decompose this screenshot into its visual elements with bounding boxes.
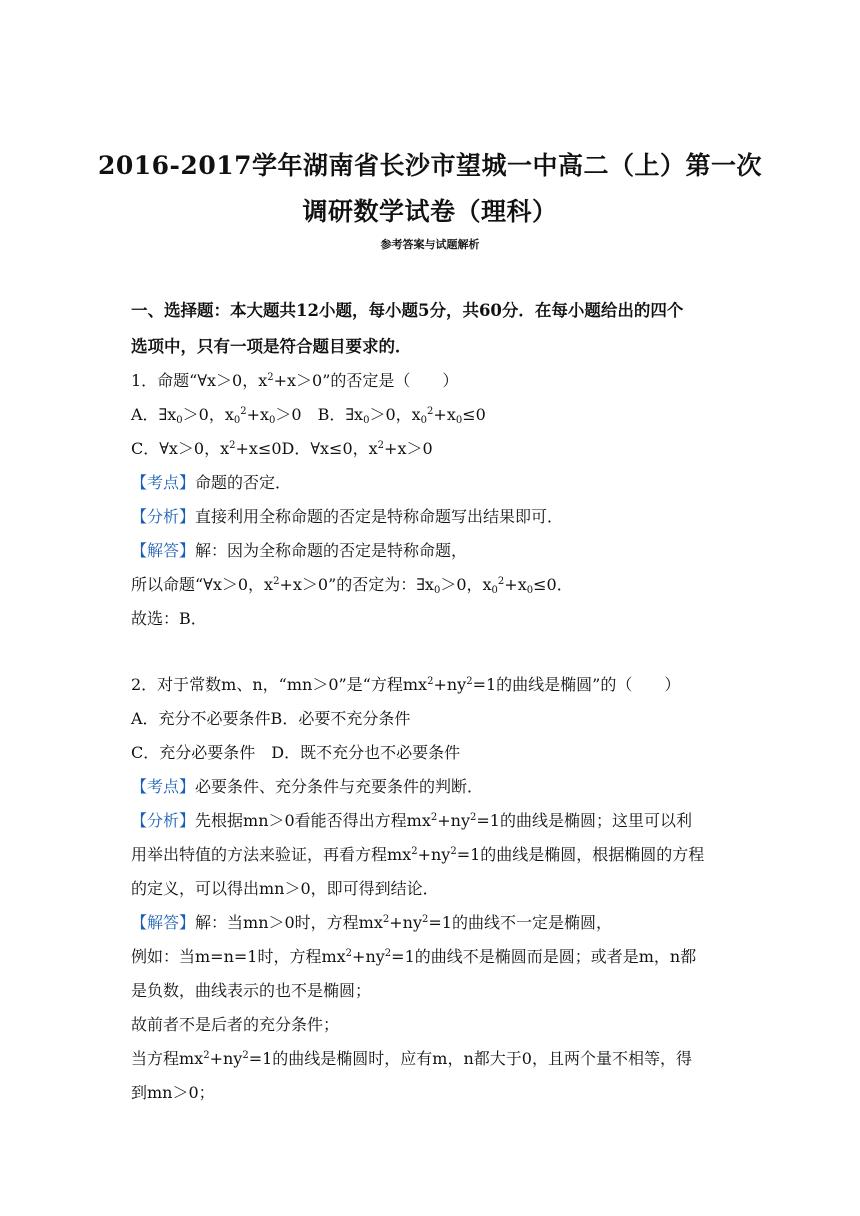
q2-example: 例如：当m=n=1时，方程$mx^2+ny^2=1$的曲线不是椭圆而是圆；或者是m，n都 [131,947,697,966]
q2-fenxi-line2: 用举出特值的方法来验证，再看方程$mx^2+ny^2=1$的曲线是椭圆，根据椭圆的方程 [131,845,705,864]
document-title-line1: 2016-2017学年湖南省长沙市望城一中高二（上）第一次 [97,151,763,180]
fenxi-tag: 【分析】 [131,811,196,830]
q1-answer: 故选：B． [131,609,207,628]
q1-stem: 1．命题“∀x＞0，$x^2+x>0$”的否定是（ ） [131,371,459,390]
q1-options-cd: C．∀x＞0，$x^2+x\le 0D$．∀x≤0，$x^2+x>0$ [131,439,433,458]
kaodian-tag: 【考点】 [131,777,196,796]
q2-conclusion1: 故前者不是后者的充分条件； [131,1015,340,1034]
section-heading-line1: 一、选择题：本大题共12小题，每小题5分，共60分．在每小题给出的四个 [131,301,684,320]
q2-fenxi: 【分析】先根据mn＞0看能否得出方程$mx^2+ny^2=1$的曲线是椭圆；这里可以利 [131,811,692,830]
q1-fenxi: 【分析】直接利用全称命题的否定是特称命题写出结果即可． [131,507,564,526]
q2-jieda: 【解答】解：当mn＞0时，方程$mx^2+ny^2=1$的曲线不一定是椭圆， [131,913,612,932]
q2-when-line2: 到mn＞0； [131,1083,215,1102]
q1-kaodian: 【考点】命题的否定． [131,473,292,492]
document-subtitle: 参考答案与试题解析 [380,238,480,251]
q2-options-cd: C．充分必要条件 D．既不充分也不必要条件 [131,743,461,762]
jieda-tag: 【解答】 [131,913,196,932]
q2-fenxi-line3: 的定义，可以得出mn＞0，即可得到结论． [131,879,439,898]
fenxi-tag: 【分析】 [131,507,196,526]
q1-jieda: 【解答】解：因为全称命题的否定是特称命题， [131,541,468,560]
kaodian-tag: 【考点】 [131,473,196,492]
q2-stem: 2．对于常数m、n，“mn＞0”是“方程$mx^2+ny^2=1$的曲线是椭圆”的（ ） [131,675,681,694]
q2-kaodian: 【考点】必要条件、充分条件与充要条件的判断． [131,777,484,796]
q2-when: 当方程$mx^2+ny^2=1$的曲线是椭圆时，应有m，n都大于0，且两个量不相等，得 [131,1049,692,1068]
document-title-line2: 调研数学试卷（理科） [302,197,558,226]
q2-example-line2: 是负数，曲线表示的也不是椭圆； [131,981,372,1000]
q2-options-ab: A．充分不必要条件B．必要不充分条件 [131,709,411,728]
q1-options-ab: A．$\exists x_0>0$，$x_0^2+x_0>0$ B．$\exists x_0>0$，$x_0^2+x_0\le 0$ [131,405,486,426]
section-heading-line2: 选项中，只有一项是符合题目要求的． [131,337,412,356]
q1-jieda-line2: 所以命题“∀x＞0，$x^2+x>0$”的否定为：$\exists x_0>0$，$x_0^2+x_0\le 0$． [131,575,573,596]
jieda-tag: 【解答】 [131,541,196,560]
